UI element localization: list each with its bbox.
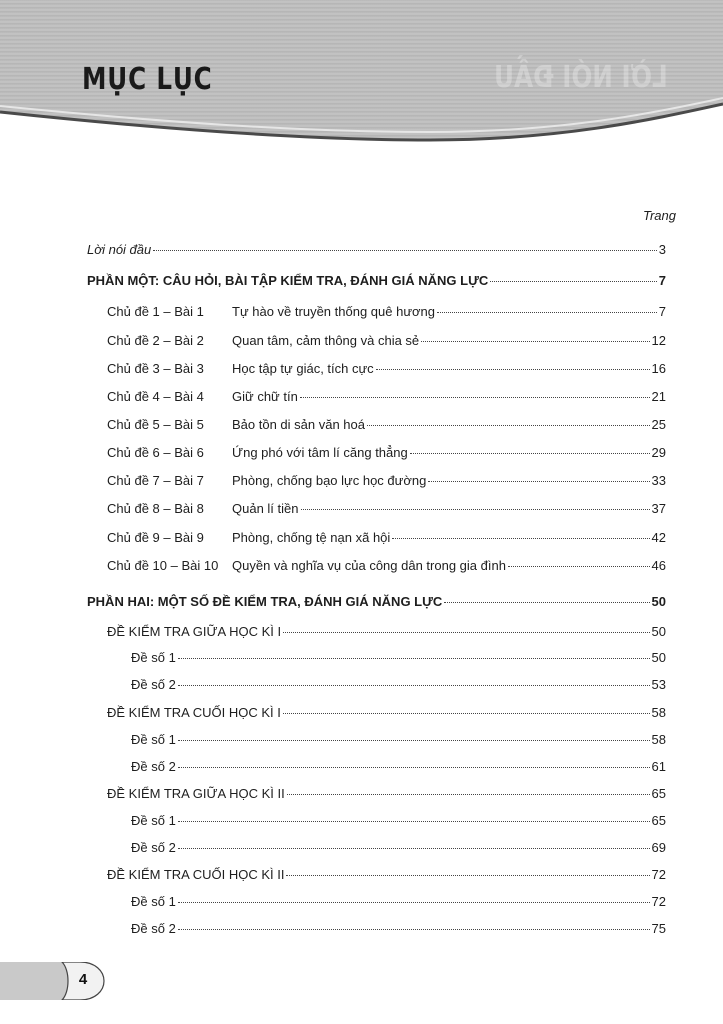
toc-part-label: PHẦN HAI: MỘT SỐ ĐỀ KIỂM TRA, ĐÁNH GIÁ NĂNG LỰC xyxy=(87,594,443,609)
toc-page-number: 46 xyxy=(651,558,666,573)
topic-code: Chủ đề 4 – Bài 4 xyxy=(107,389,204,404)
dot-leader xyxy=(421,340,649,342)
topic-code: Chủ đề 2 – Bài 2 xyxy=(107,333,204,348)
page-title: MỤC LỤC xyxy=(82,62,213,97)
dot-leader xyxy=(287,793,650,795)
topic-title: Quyền và nghĩa vụ của công dân trong gia đình xyxy=(232,558,506,573)
topic-code: Chủ đề 5 – Bài 5 xyxy=(107,417,204,432)
toc-page-number: 7 xyxy=(658,304,666,319)
dot-leader xyxy=(178,820,650,822)
toc-page-number: 65 xyxy=(651,786,666,801)
dot-leader xyxy=(283,712,650,714)
topic-code: Chủ đề 9 – Bài 9 xyxy=(107,530,204,545)
toc-page-number: 69 xyxy=(651,840,666,855)
toc-page-number: 25 xyxy=(651,417,666,432)
exam-item-label: Đề số 2 xyxy=(131,759,176,774)
dot-leader xyxy=(444,601,649,603)
dot-leader xyxy=(437,311,657,313)
exam-item-label: Đề số 1 xyxy=(131,813,176,828)
toc-page-number: 21 xyxy=(651,389,666,404)
footer-page-tab xyxy=(0,962,120,1000)
exam-label: ĐỀ KIỂM TRA GIỮA HỌC KÌ I xyxy=(107,624,282,639)
dot-leader xyxy=(153,249,657,251)
topic-code: Chủ đề 8 – Bài 8 xyxy=(107,501,204,516)
dot-leader xyxy=(490,280,657,282)
exam-item-label: Đề số 1 xyxy=(131,894,176,909)
page-header-band xyxy=(0,0,723,150)
page-number: 4 xyxy=(78,971,88,988)
exam-label: ĐỀ KIỂM TRA CUỐI HỌC KÌ I xyxy=(107,705,281,720)
topic-title: Quan tâm, cảm thông và chia sẻ xyxy=(232,333,420,348)
toc-page-number: 72 xyxy=(651,867,666,882)
toc-exam-item-row xyxy=(131,840,666,855)
topic-title: Bảo tồn di sản văn hoá xyxy=(232,417,365,432)
topic-title: Phòng, chống tệ nạn xã hội xyxy=(232,530,391,545)
toc-page-number: 50 xyxy=(651,650,666,665)
dot-leader xyxy=(178,766,650,768)
toc-exam-item-row xyxy=(131,894,666,909)
dot-leader xyxy=(178,847,650,849)
toc-exam-item-row xyxy=(131,677,666,692)
topic-title: Quản lí tiền xyxy=(232,501,299,516)
toc-page-number: 42 xyxy=(651,530,666,545)
toc-page-number: 75 xyxy=(651,921,666,936)
toc-topic-row xyxy=(107,445,666,460)
toc-exam-row xyxy=(107,786,666,801)
topic-code: Chủ đề 1 – Bài 1 xyxy=(107,304,204,319)
dot-leader xyxy=(178,657,650,659)
dot-leader xyxy=(286,874,649,876)
topic-title: Học tập tự giác, tích cực xyxy=(232,361,374,376)
dot-leader xyxy=(300,396,650,398)
toc-page-number: 50 xyxy=(651,594,666,609)
toc-page-number: 16 xyxy=(651,361,666,376)
toc-topic-row xyxy=(107,417,666,432)
toc-page-number: 61 xyxy=(651,759,666,774)
toc-topic-row xyxy=(107,333,666,348)
toc-page-number: 3 xyxy=(658,242,666,257)
toc-topic-row xyxy=(107,530,666,545)
dot-leader xyxy=(178,684,650,686)
toc-preface-row xyxy=(87,242,666,257)
topic-code: Chủ đề 6 – Bài 6 xyxy=(107,445,204,460)
toc-exam-row xyxy=(107,867,666,882)
toc-part-label: PHẦN MỘT: CÂU HỎI, BÀI TẬP KIỂM TRA, ĐÁNH GIÁ NĂNG LỰC xyxy=(87,273,489,288)
exam-item-label: Đề số 1 xyxy=(131,732,176,747)
toc-topic-row xyxy=(107,558,666,573)
dot-leader xyxy=(508,565,650,567)
toc-page-number: 7 xyxy=(658,273,666,288)
exam-item-label: Đề số 2 xyxy=(131,840,176,855)
topic-title: Giữ chữ tín xyxy=(232,389,298,404)
toc-exam-item-row xyxy=(131,813,666,828)
exam-item-label: Đề số 2 xyxy=(131,677,176,692)
ghost-title-bleedthrough: LỜI NÓI ĐẦU xyxy=(494,60,668,95)
toc-exam-item-row xyxy=(131,650,666,665)
toc-page-number: 53 xyxy=(651,677,666,692)
dot-leader xyxy=(410,452,650,454)
toc-topic-row xyxy=(107,389,666,404)
topic-title: Phòng, chống bạo lực học đường xyxy=(232,473,427,488)
toc-topic-row xyxy=(107,501,666,516)
exam-label: ĐỀ KIỂM TRA CUỐI HỌC KÌ II xyxy=(107,867,285,882)
exam-item-label: Đề số 2 xyxy=(131,921,176,936)
dot-leader xyxy=(178,928,650,930)
toc-page-number: 33 xyxy=(651,473,666,488)
toc-page-number: 29 xyxy=(651,445,666,460)
toc-page-number: 50 xyxy=(651,624,666,639)
toc-entry-label: Lời nói đầu xyxy=(87,242,152,257)
topic-title: Ứng phó với tâm lí căng thẳng xyxy=(232,445,408,460)
toc-exam-item-row xyxy=(131,921,666,936)
toc-topic-row xyxy=(107,473,666,488)
toc-part-one-row xyxy=(87,273,666,288)
toc-topic-row xyxy=(107,304,666,319)
toc-exam-row xyxy=(107,624,666,639)
dot-leader xyxy=(178,739,650,741)
toc-part-two-row xyxy=(87,594,666,609)
exam-label: ĐỀ KIỂM TRA GIỮA HỌC KÌ II xyxy=(107,786,285,801)
toc-page-number: 72 xyxy=(651,894,666,909)
toc-page-number: 58 xyxy=(651,732,666,747)
topic-code: Chủ đề 7 – Bài 7 xyxy=(107,473,204,488)
dot-leader xyxy=(367,424,650,426)
exam-item-label: Đề số 1 xyxy=(131,650,176,665)
topic-code: Chủ đề 10 – Bài 10 xyxy=(107,558,219,573)
toc-exam-row xyxy=(107,705,666,720)
toc-page-number: 65 xyxy=(651,813,666,828)
toc-exam-item-row xyxy=(131,732,666,747)
dot-leader xyxy=(301,508,650,510)
topic-title: Tự hào về truyền thống quê hương xyxy=(232,304,436,319)
toc-page-number: 12 xyxy=(651,333,666,348)
toc-exam-item-row xyxy=(131,759,666,774)
toc-topic-row xyxy=(107,361,666,376)
toc-page-number: 37 xyxy=(651,501,666,516)
dot-leader xyxy=(178,901,650,903)
toc-page-number: 58 xyxy=(651,705,666,720)
dot-leader xyxy=(283,631,649,633)
dot-leader xyxy=(376,368,650,370)
dot-leader xyxy=(392,537,649,539)
page-column-label: Trang xyxy=(643,208,676,223)
dot-leader xyxy=(428,480,649,482)
topic-code: Chủ đề 3 – Bài 3 xyxy=(107,361,204,376)
